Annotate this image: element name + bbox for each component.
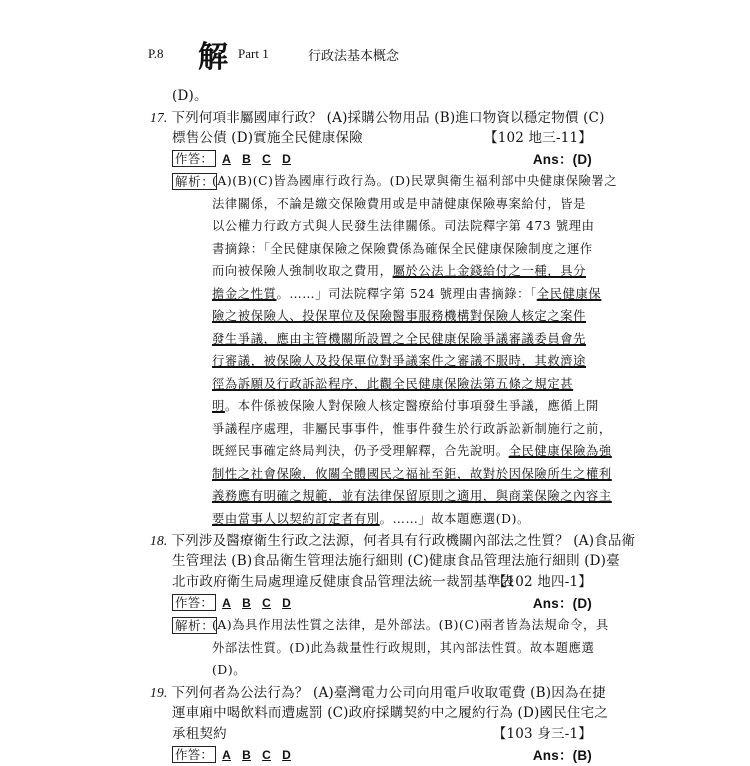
explanation-tag: 解析： [172,173,217,190]
question-number: 18. [150,533,168,548]
explanation-tag: 解析： [172,617,217,634]
choice-c[interactable]: C [262,152,271,166]
answer-key: Ans：(D) [532,596,592,611]
choice-d[interactable]: D [282,747,291,762]
question-19-line-3 [150,724,592,745]
continued-answer: (D)。 [172,88,208,104]
explanation-line [150,283,602,306]
explanation-text: 既經民事確定終局判決，仍予受理解釋，合先說明。 [212,444,509,458]
underlined-text: 屬於公法上金錢給付之一種，具分 [392,264,587,278]
chapter-title: 行政法基本概念 [308,49,400,64]
explanation-line-underlined: 發生爭議，應由主管機關所設置之全民健康保險爭議審議委員會先 [212,331,587,346]
choice-b[interactable]: B [242,596,251,610]
explanation-line: 外部法性質。(D)此為裁量性行政規則，其內部法性質。故本題應選 [212,640,595,655]
exam-code: 【103 身三-1】 [492,725,592,742]
choice-c[interactable]: C [262,596,271,610]
answer-choices [222,151,302,167]
choice-c[interactable]: C [262,747,271,762]
explanation-line-underlined: 義務應有明確之規範，並有法律保留原則之適用，與商業保險之內容主 [212,489,612,503]
explanation-line-underlined: 險之被保險人、投保單位及保險醫事服務機構對保險人核定之案件 [212,309,587,323]
page-content [150,86,636,766]
underlined-text: 全民健康保險為強 [508,444,612,458]
underlined-text: 明 [212,399,225,413]
choice-b[interactable]: B [242,747,251,762]
part-label: Part 1 [238,46,269,61]
explanation-line: 以公權力行政方式與人民發生法律關係。司法院釋字第 473 號理由 [212,219,595,233]
choice-b[interactable]: B [242,152,251,166]
explanation-text: 。本件係被保險人對保險人核定醫療給付事項發生爭議，應循上開 [224,399,599,413]
question-19-line-1 [150,682,607,703]
question-text: 下列何項非屬國庫行政？ (A)採購公物用品 (B)進口物資以穩定物價 (C) [171,110,605,126]
question-text: 北市政府衛生局處理違反健康食品管理法統一裁罰基準表 [172,574,515,590]
explanation-line-underlined: 制性之社會保險，攸關全體國民之福祉至鉅，故對於因保險所生之權利 [212,466,612,481]
answer-key: Ans：(D) [532,152,592,167]
question-number: 17. [150,110,168,125]
explanation-text: 而向被保險人強制收取之費用， [212,264,393,278]
exam-code: 【102 地三-11】 [484,130,592,146]
explanation-line: 法律關係，不論是繳交保險費用或是申請健康保險專案給付，皆是 [212,196,587,211]
answer-tag: 作答： [172,150,216,167]
explanation-line-underlined: 行審議，被保險人及投保單位對爭議案件之審議不服時，其救濟途 [212,354,587,368]
question-18-line-3 [150,572,592,593]
question-18-line-2: 生管理法 (B)食品衛生管理法施行細則 (C)健康食品管理法施行細則 (D)臺 [172,553,620,569]
choice-a[interactable]: A [222,747,231,762]
choice-a[interactable]: A [222,152,231,166]
question-text: 下列何者為公法行為？ (A)臺灣電力公司向用電戶收取電費 (B)因為在捷 [171,684,607,701]
underlined-text: 擔金之性質 [212,286,277,301]
answer-row [150,593,592,614]
explanation-line: 書摘錄：「全民健康保險之保險費係為確保全民健康保險制度之運作 [212,241,593,256]
answer-tag: 作答： [172,746,216,763]
underlined-text: 全民健康保 [536,286,602,301]
choice-a[interactable]: A [222,596,231,610]
explanation-line [150,260,592,283]
exam-code: 【102 地四-1】 [492,574,592,590]
explanation-line: (D)。 [212,663,247,677]
question-text: 標售公債 (D)實施全民健康保險 [172,130,363,146]
answer-row [150,149,592,170]
answer-choices [222,595,302,611]
explanation-line [150,395,599,418]
question-number: 19. [150,684,168,700]
answer-tag: 作答： [172,594,216,611]
explanation-text: 。……」故本題應選(D)。 [379,511,530,526]
choice-d[interactable]: D [282,152,291,166]
explanation-line [150,508,592,531]
answer-choices [222,747,302,763]
header-char: 解 [198,40,228,75]
question-17-line-2 [150,128,592,149]
explanation-text: 。……」司法院釋字第 524 號理由書摘錄：「 [276,286,537,301]
question-text: 下列涉及醫療衛生行政之法源，何者具有行政機關內部法之性質？ (A)食品衛 [171,533,636,549]
explanation-line [150,440,612,463]
question-17-line-1 [150,107,605,128]
underlined-text: 要由當事人以契約訂定者有別 [212,511,380,526]
page-header [148,30,618,75]
choice-d[interactable]: D [282,596,291,610]
question-19-line-2: 運車廂中喝飲料而遭處罰 (C)政府採購契約中之履約行為 (D)國民住宅之 [172,704,609,721]
page-number: P.8 [148,46,164,61]
explanation-text: (A)(B)(C)皆為國庫行政行為。(D)民眾與衛生福利部中央健康保險署之 [212,174,618,188]
explanation-line [150,614,609,637]
explanation-line-underlined: 徑為訴願及行政訴訟程序，此觀全民健康保險法第五條之規定甚 [212,376,574,391]
question-18-line-1 [150,530,636,551]
explanation-text: (A)為具作用法性質之法律，是外部法。(B)(C)兩者皆為法規命令，具 [212,618,609,632]
question-text: 承租契約 [172,725,227,742]
answer-row [150,745,592,766]
explanation-line: 爭議程序處理，非屬民事事件，惟事件發生於行政訴訟新制施行之前， [212,421,612,436]
explanation-line [150,170,618,193]
answer-key: Ans：(B) [532,747,592,763]
